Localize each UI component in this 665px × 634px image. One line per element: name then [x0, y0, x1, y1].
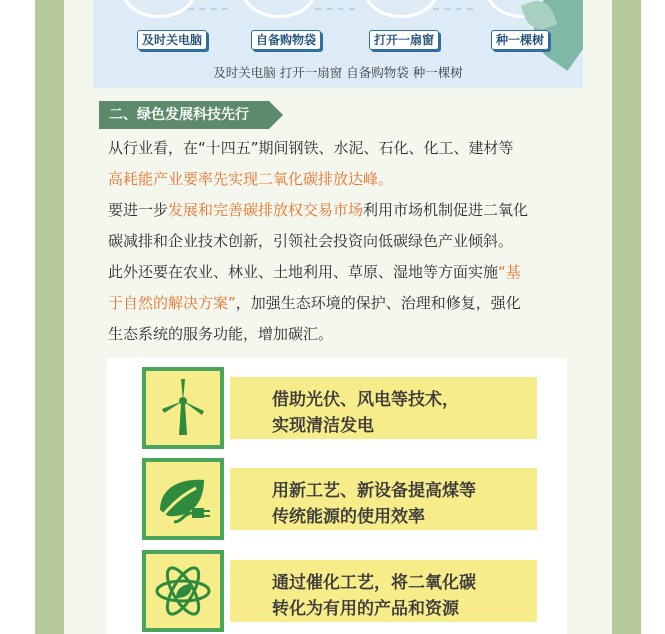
- illus-arc: [121, 0, 197, 18]
- measure-line: 借助光伏、风电等技术，: [272, 390, 459, 410]
- leaf-plug-icon: [142, 458, 224, 540]
- illus-arc: [241, 0, 317, 18]
- section-title: 二、绿色发展科技先行: [109, 107, 249, 123]
- highlight-text: “基: [498, 263, 521, 281]
- measure-line: 用新工艺、新设备提高煤等: [272, 481, 476, 501]
- measure-text-box: [230, 377, 537, 439]
- illus-arc: [363, 0, 439, 18]
- paragraph-2: [108, 195, 568, 257]
- measure-row-1: [142, 367, 537, 449]
- text-span: 此外还要在农业、林业、土地利用、草原、湿地等方面实施: [108, 263, 499, 281]
- illus-dash: [315, 8, 355, 10]
- highlight-text: 于自然的解决方案”: [108, 294, 236, 312]
- highlight-text: 高耗能产业要率先实现二氧化碳排放达峰。: [108, 170, 394, 188]
- paragraph-line: [108, 257, 568, 288]
- tech-measures-card: [107, 358, 567, 634]
- paragraph-line: [108, 195, 568, 226]
- paragraph-1: [108, 133, 568, 195]
- article-body: [64, 0, 612, 634]
- paragraph-line: 碳减排和企业技术创新，引领社会投资向低碳绿色产业倾斜。: [108, 232, 514, 250]
- measure-row-3: [142, 550, 537, 632]
- paragraph-3: [108, 257, 568, 350]
- measure-line: 转化为有用的产品和资源: [272, 599, 459, 619]
- measure-text-box: [230, 468, 537, 530]
- tag-plant-tree: 种一棵树: [491, 30, 549, 50]
- section-header-arrow: [269, 101, 283, 129]
- tag-open-window: 打开一扇窗: [369, 30, 439, 50]
- illus-dash: [433, 8, 473, 10]
- illus-dash: [188, 8, 228, 10]
- text-span: 利用市场机制促进二氧化: [363, 201, 529, 219]
- text-span: ，加强生态环境的保护、治理和修复，强化: [235, 294, 521, 312]
- highlight-text: 发展和完善碳排放权交易市场: [168, 201, 364, 219]
- tag-turn-off-computer: 及时关电脑: [137, 30, 207, 50]
- atom-leaf-icon: [142, 550, 224, 632]
- paragraph-line: 从行业看，在“十四五”期间钢铁、水泥、石化、化工、建材等: [108, 139, 514, 157]
- measure-line: 通过催化工艺，将二氧化碳: [272, 573, 476, 593]
- top-illustration: [93, 0, 583, 88]
- paragraph-line: 生态系统的服务功能，增加碳汇。: [108, 325, 334, 343]
- measure-line: 实现清洁发电: [272, 416, 374, 436]
- measure-text-box: [230, 560, 537, 622]
- text-span: 要进一步: [108, 201, 169, 219]
- wind-turbine-icon: [142, 367, 224, 449]
- paragraph-line: [108, 288, 568, 319]
- left-side-bar: [35, 0, 64, 634]
- illustration-caption: 及时关电脑 打开一扇窗 自备购物袋 种一棵树: [213, 65, 463, 80]
- tag-shopping-bag: 自备购物袋: [251, 30, 321, 50]
- measure-line: 传统能源的使用效率: [272, 507, 425, 527]
- right-side-bar: [612, 0, 641, 634]
- measure-row-2: [142, 458, 537, 540]
- section-header: [99, 101, 284, 129]
